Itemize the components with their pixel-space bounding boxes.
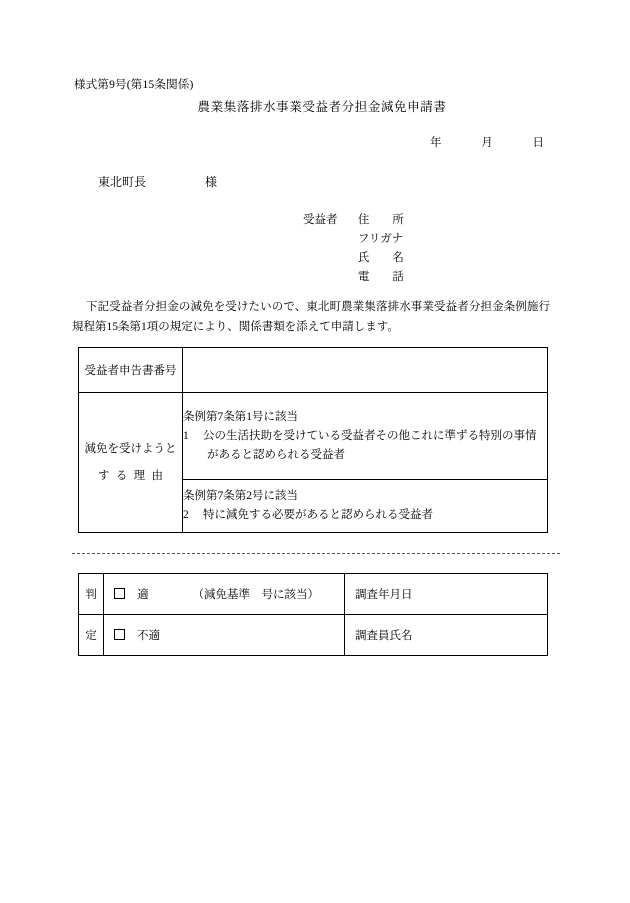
date-year-label: 年 (430, 137, 442, 149)
declaration-number-label: 受益者申告書番号 (79, 348, 183, 393)
judgment-option-unsuitable[interactable] (104, 615, 345, 656)
reason-label-cell (79, 393, 183, 533)
date-line (430, 134, 544, 150)
applicant-row-furigana (303, 230, 420, 249)
judgment-option-suitable-label: 適 (137, 589, 149, 601)
reason-label-line-2: する理由 (98, 469, 170, 482)
applicant-label-name: 氏 名 (357, 252, 404, 264)
declaration-number-value[interactable] (183, 348, 548, 393)
date-month-label: 月 (481, 137, 493, 149)
reason-1-number: 1 (183, 429, 189, 442)
form-number: 様式第9号(第15条関係) (74, 79, 194, 91)
reason-1-heading: 条例第7条第1号に該当 (183, 410, 298, 423)
judgment-row-unsuitable (79, 615, 548, 656)
reason-cell-2[interactable] (183, 480, 548, 533)
reason-2-text-line-1: 特に減免する必要があると認められる受益者 (203, 509, 433, 521)
date-day-label: 日 (532, 137, 544, 149)
body-paragraph (72, 298, 550, 337)
survey-date-label: 調査年月日 (355, 589, 413, 601)
reason-2-number: 2 (183, 509, 189, 521)
applicant-label-phone: 電 話 (357, 271, 404, 283)
surveyor-name-cell[interactable] (345, 615, 548, 656)
judgment-label-char-2: 定 (79, 615, 104, 656)
checkbox-unsuitable-icon[interactable] (114, 629, 125, 640)
judgment-option-unsuitable-label: 不適 (137, 630, 160, 642)
reason-2-heading: 条例第7条第2号に該当 (183, 490, 298, 502)
judgment-table (78, 573, 548, 656)
judgment-label-char-1: 判 (79, 574, 104, 615)
surveyor-name-label: 調査員氏名 (355, 630, 413, 642)
reason-1-text-line-1: 公の生活扶助を受けている受益者その他これに準ずる特別の事情 (203, 429, 537, 442)
reason-label-line-1: 減免を受けようと (84, 442, 177, 455)
reason-2-item (183, 506, 547, 525)
table-row-reason-1 (79, 393, 548, 480)
judgment-option-suitable-note: （減免基準 号に該当） (192, 589, 319, 601)
body-line-2: 行規程第15条第1項の規定により、関係書類を添えて申請します。 (72, 301, 550, 333)
applicant-heading: 受益者 (303, 214, 338, 226)
applicant-label-furigana: フリガナ (357, 233, 404, 245)
body-line-1: 下記受益者分担金の減免を受けたいので、東北町農業集落排水事業受益者分担金条例施 (86, 301, 539, 313)
reason-1-text-line-2: があると認められる受益者 (207, 448, 345, 461)
addressee-name: 東北町長 (98, 175, 147, 189)
applicant-row-phone (303, 268, 420, 287)
applicant-row-address (303, 211, 420, 230)
addressee-honorific: 様 (205, 175, 218, 189)
judgment-row-suitable (79, 574, 548, 615)
survey-date-cell[interactable] (345, 574, 548, 615)
cut-line-divider (72, 553, 560, 554)
checkbox-suitable-icon[interactable] (114, 588, 125, 599)
application-table (78, 347, 548, 533)
applicant-label-address: 住 所 (357, 214, 404, 226)
applicant-row-name (303, 249, 420, 268)
reason-cell-1[interactable] (183, 393, 548, 480)
table-row-declaration-number (79, 348, 548, 393)
applicant-block (303, 211, 420, 287)
addressee (98, 173, 217, 190)
reason-1-item (183, 427, 547, 446)
judgment-option-suitable[interactable] (104, 574, 345, 615)
page-title: 農業集落排水事業受益者分担金減免申請書 (197, 100, 447, 114)
